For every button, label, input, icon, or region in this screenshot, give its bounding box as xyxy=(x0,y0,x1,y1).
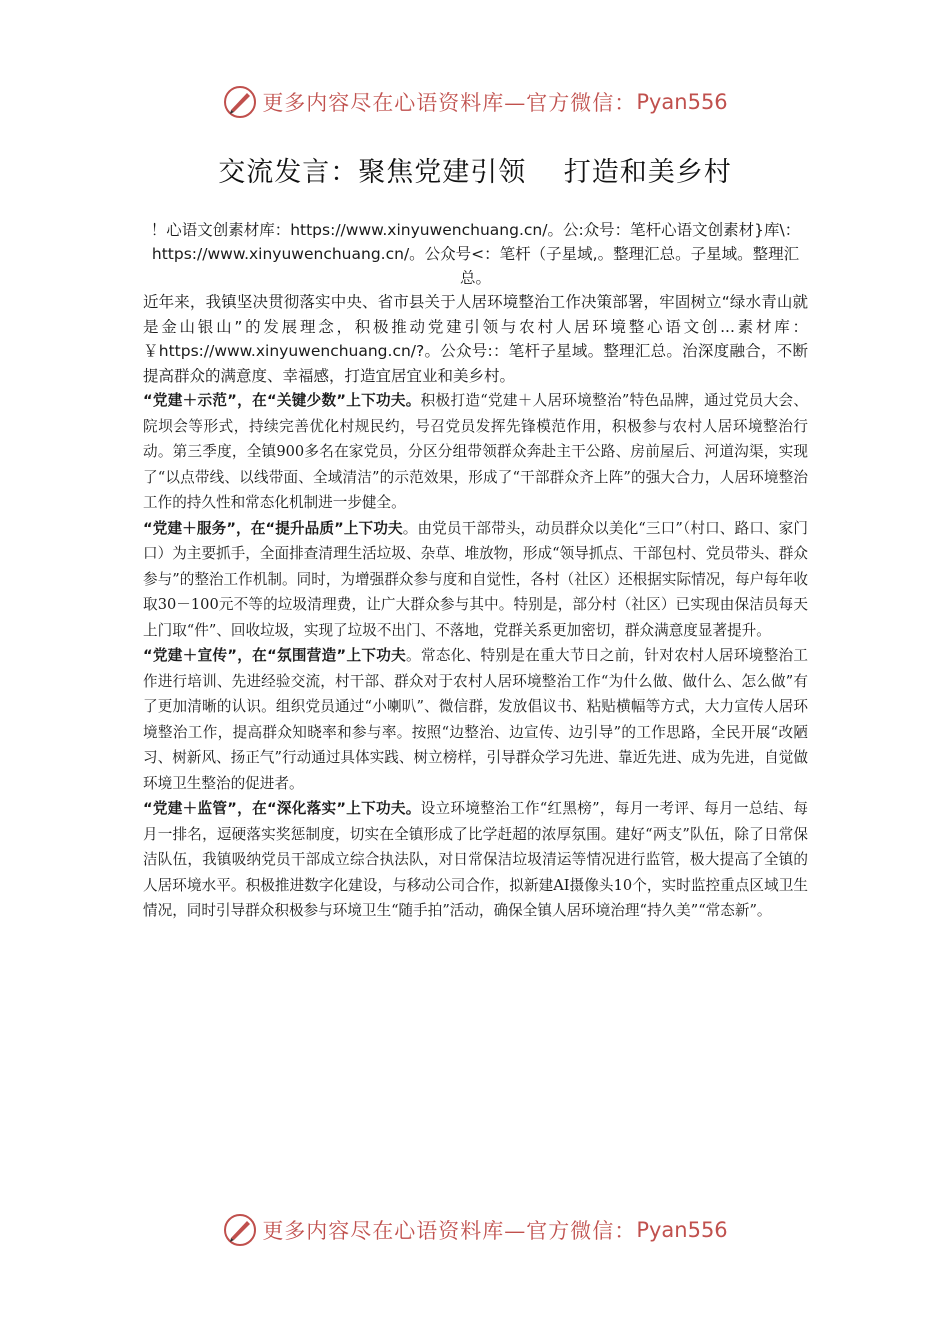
section-lead-3: “党建＋宣传”，在“氛围营造”上下功夫 xyxy=(143,647,407,664)
section-body-4: 设立环境整治工作“红黑榜”，每月一考评、每月一总结、每月一排名，逗硬落实奖惩制度，切实在全镇形成了比学赶超的浓厚氛围。建好“两支”队伍，除了日常保洁队伍，我镇吸纳党员干部成立综合执法队，对日常保洁垃圾清运等情况进行监管，极大提高了全镇的人居环境水平。积极推进数字化建设，与移动公司合作，拟新建AI摄像头10个，实时监控重点区域卫生情况，同时引导群众积极参与环境卫生“随手拍”活动，确保全镇人居环境治理“持久美”“常态新”。 xyxy=(143,800,808,919)
header-watermark-banner xyxy=(0,82,950,122)
section-body-2: 。由党员干部带头，动员群众以美化“三口”（村口、路口、家门口）为主要抓手，全面排查清理生活垃圾、杂草、堆放物，形成“领导抓点、干部包村、党员带头、群众参与”的整治工作机制。同时，为增强群众参与度和自觉性，各村（社区）还根据实际情况，每户每年收取30－100元不等的垃圾清理费，让广大群众参与其中。特别是，部分村（社区）已实现由保洁员每天上门取“件”、回收垃圾，实现了垃圾不出门、不落地，党群关系更加密切，群众满意度显著提升。 xyxy=(143,519,809,639)
section-lead-2: “党建＋服务”，在“提升品质”上下功夫 xyxy=(143,519,403,537)
section-lead-1: “党建＋示范”，在“关键少数”上下功夫。 xyxy=(143,392,421,409)
banner-text: 更多内容尽在心语资料库—官方微信： xyxy=(262,91,637,115)
section-paragraph-2 xyxy=(143,516,808,644)
pen-logo-icon xyxy=(222,1212,258,1248)
section-body-1: 积极打造“党建＋人居环境整治”特色品牌，通过党员大会、院坝会等形式，持续完善优化村规民约，号召党员发挥先锋模范作用，积极参与农村人居环境整治行动。第三季度，全镇900多名在家党员，分区分组带领群众奔赴主干公路、房前屋后、河道沟渠，实现了“以点带线、以线带面、全域清洁”的示范效果，形成了“干部群众齐上阵”的强大合力，人居环境整治工作的持久性和常态化机制进一步健全。 xyxy=(143,392,808,511)
intro-paragraph: 近年来，我镇坚决贯彻落实中央、省市县关于人居环境整治工作决策部署，牢固树立“绿水青山就是金山银山”的发展理念，积极推动党建引领与农村人居环境整心语文创...素材库：￥https://www.xinyuwenchuang.cn/?。公众号:：笔杆子星域。整理汇总。治深度融合，不断提高群众的满意度、幸福感，打造宜居宜业和美乡村。 xyxy=(143,293,808,385)
pen-logo-icon xyxy=(222,84,258,120)
source-notice: ！心语文创素材库：https://www.xinyuwenchuang.cn/。公:众号：笔杆心语文创素材}库\：https://www.xinyuwenchuang.cn/。公众号<：笔杆（子星域,。整理汇总。子星域。整理汇总。 xyxy=(150,221,801,287)
document-body xyxy=(143,218,808,924)
banner-text: 更多内容尽在心语资料库—官方微信： xyxy=(262,1219,637,1243)
section-paragraph-3 xyxy=(143,643,808,796)
page-title: 交流发言：聚焦党建引领 打造和美乡村 xyxy=(218,157,732,188)
section-paragraph-4 xyxy=(143,796,808,924)
section-lead-4: “党建＋监管”，在“深化落实”上下功夫。 xyxy=(143,800,421,817)
section-paragraph-1 xyxy=(143,388,808,516)
footer-watermark-banner xyxy=(0,1210,950,1250)
banner-handle: Pyan556 xyxy=(636,1218,728,1242)
banner-handle: Pyan556 xyxy=(636,90,728,114)
section-body-3: 。常态化、特别是在重大节日之前，针对农村人居环境整治工作进行培训、先进经验交流，村干部、群众对于农村人居环境整治工作“为什么做、做什么、怎么做”有了更加清晰的认识。组织党员通过“小喇叭”、微信群，发放倡议书、粘贴横幅等方式，大力宣传人居环境整治工作，提高群众知晓率和参与率。按照“边整治、边宣传、边引导”的工作思路，全民开展“改陋习、树新风、扬正气”行动通过具体实践、树立榜样，引导群众学习先进、靠近先进、成为先进，自觉做环境卫生整治的促进者。 xyxy=(143,647,808,792)
